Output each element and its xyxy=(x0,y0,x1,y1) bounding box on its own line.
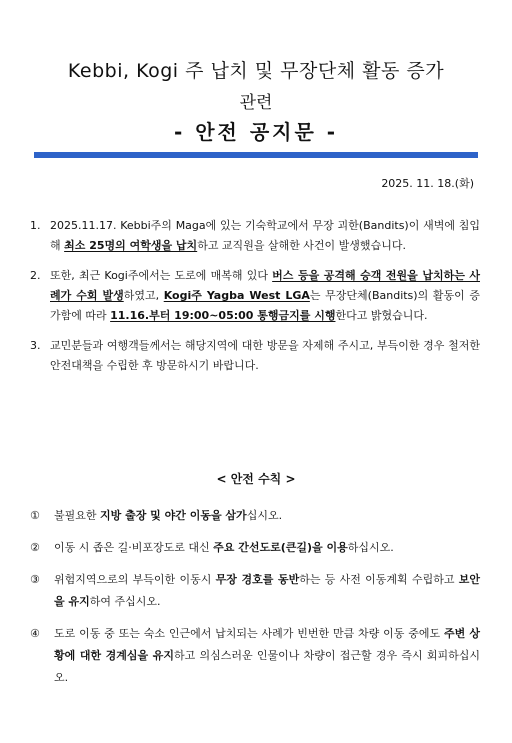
rule-text-plain: 하고 의심스러운 인물이나 차량이 접근할 경우 즉시 회피하십시오. xyxy=(54,649,480,684)
rule-text-emphasis: 지방 출장 및 야간 이동을 삼가 xyxy=(100,509,247,522)
safety-rule-3 xyxy=(30,569,480,613)
rule-text-plain: 하는 등 사전 이동계획 수립하고 xyxy=(299,573,459,586)
rule-text-plain: 도로 이동 중 또는 숙소 인근에서 납치되는 사례가 빈번한 만큼 차량 이동 중에도 xyxy=(54,627,444,640)
item-number: 3. xyxy=(30,339,41,352)
safety-rule-2 xyxy=(30,537,480,559)
rule-number: ④ xyxy=(30,627,40,640)
rule-text-emphasis: 보안을 유지 xyxy=(54,573,480,608)
notice-date: 2025. 11. 18.(화) xyxy=(381,177,474,190)
safety-rules-heading: < 안전 수칙 > xyxy=(216,472,296,486)
item-text-plain: 는 무장단체(Bandits)의 활동이 증가함에 따라 xyxy=(50,289,480,322)
rule-text-emphasis: 무장 경호를 동반 xyxy=(215,573,300,586)
rule-number: ② xyxy=(30,541,40,554)
safety-rule-4 xyxy=(30,623,480,689)
item-text xyxy=(50,266,480,326)
item-number: 2. xyxy=(30,269,41,282)
notice-item-2 xyxy=(30,266,480,326)
item-text-plain: 하고 교직원을 살해한 사건이 발생했습니다. xyxy=(197,239,406,252)
item-text xyxy=(50,216,480,256)
rule-text xyxy=(54,569,480,613)
rule-text-plain: 하십시오. xyxy=(347,541,394,554)
notice-item-1 xyxy=(30,216,480,256)
rule-text xyxy=(54,623,480,689)
rule-text-plain: 위험지역으로의 부득이한 이동시 xyxy=(54,573,216,586)
rule-text-plain: 하여 주십시오. xyxy=(89,595,161,608)
item-text-plain: 하였고, xyxy=(123,289,164,302)
rule-number: ③ xyxy=(30,573,40,586)
item-text: 교민분들과 여행객들께서는 해당지역에 대한 방문을 자제해 주시고, 부득이한 경우 철저한 안전대책을 수립한 후 방문하시기 바랍니다. xyxy=(50,339,480,372)
rule-text-emphasis: 주변 상황에 대한 경계심을 유지 xyxy=(54,627,480,662)
rule-text-plain: 이동 시 좁은 길·비포장도로 대신 xyxy=(54,541,214,554)
rule-text-plain: 십시오. xyxy=(246,509,283,522)
item-text-plain: 2025.11.17. Kebbi주의 Maga에 있는 기숙학교에서 무장 괴한(Bandits)이 새벽에 침입해 xyxy=(50,219,480,252)
rule-text-emphasis: 주요 간선도로(큰길)을 이용 xyxy=(213,541,348,554)
rule-number: ① xyxy=(30,509,40,522)
notice-item-3 xyxy=(30,336,480,376)
item-text-plain: 또한, 최근 Kogi주에서는 도로에 매복해 있다 xyxy=(50,269,273,282)
item-number: 1. xyxy=(30,219,41,232)
rule-text xyxy=(54,505,480,527)
item-text-emphasis: Kogi주 Yagba West LGA xyxy=(163,289,310,302)
rule-text-plain: 불필요한 xyxy=(54,509,101,522)
safety-rules xyxy=(30,505,480,699)
item-text-emphasis: 최소 25명의 여학생을 납치 xyxy=(64,239,198,252)
item-text-emphasis: 11.16.부터 19:00~05:00 통행금지를 시행 xyxy=(110,309,336,322)
notice-subtitle: - 안전 공지문 - xyxy=(173,120,339,144)
rule-text xyxy=(54,537,480,559)
notice-title: Kebbi, Kogi 주 납치 및 무장단체 활동 증가 xyxy=(67,60,445,82)
safety-rule-1 xyxy=(30,505,480,527)
item-text-emphasis: 버스 등을 공격해 승객 전원을 납치하는 사례가 수회 발생 xyxy=(50,269,480,302)
notice-title-continued: 관련 xyxy=(239,93,273,113)
item-text-plain: 한다고 밝혔습니다. xyxy=(335,309,428,322)
notice-items xyxy=(30,216,480,386)
title-divider-bar xyxy=(34,152,478,158)
